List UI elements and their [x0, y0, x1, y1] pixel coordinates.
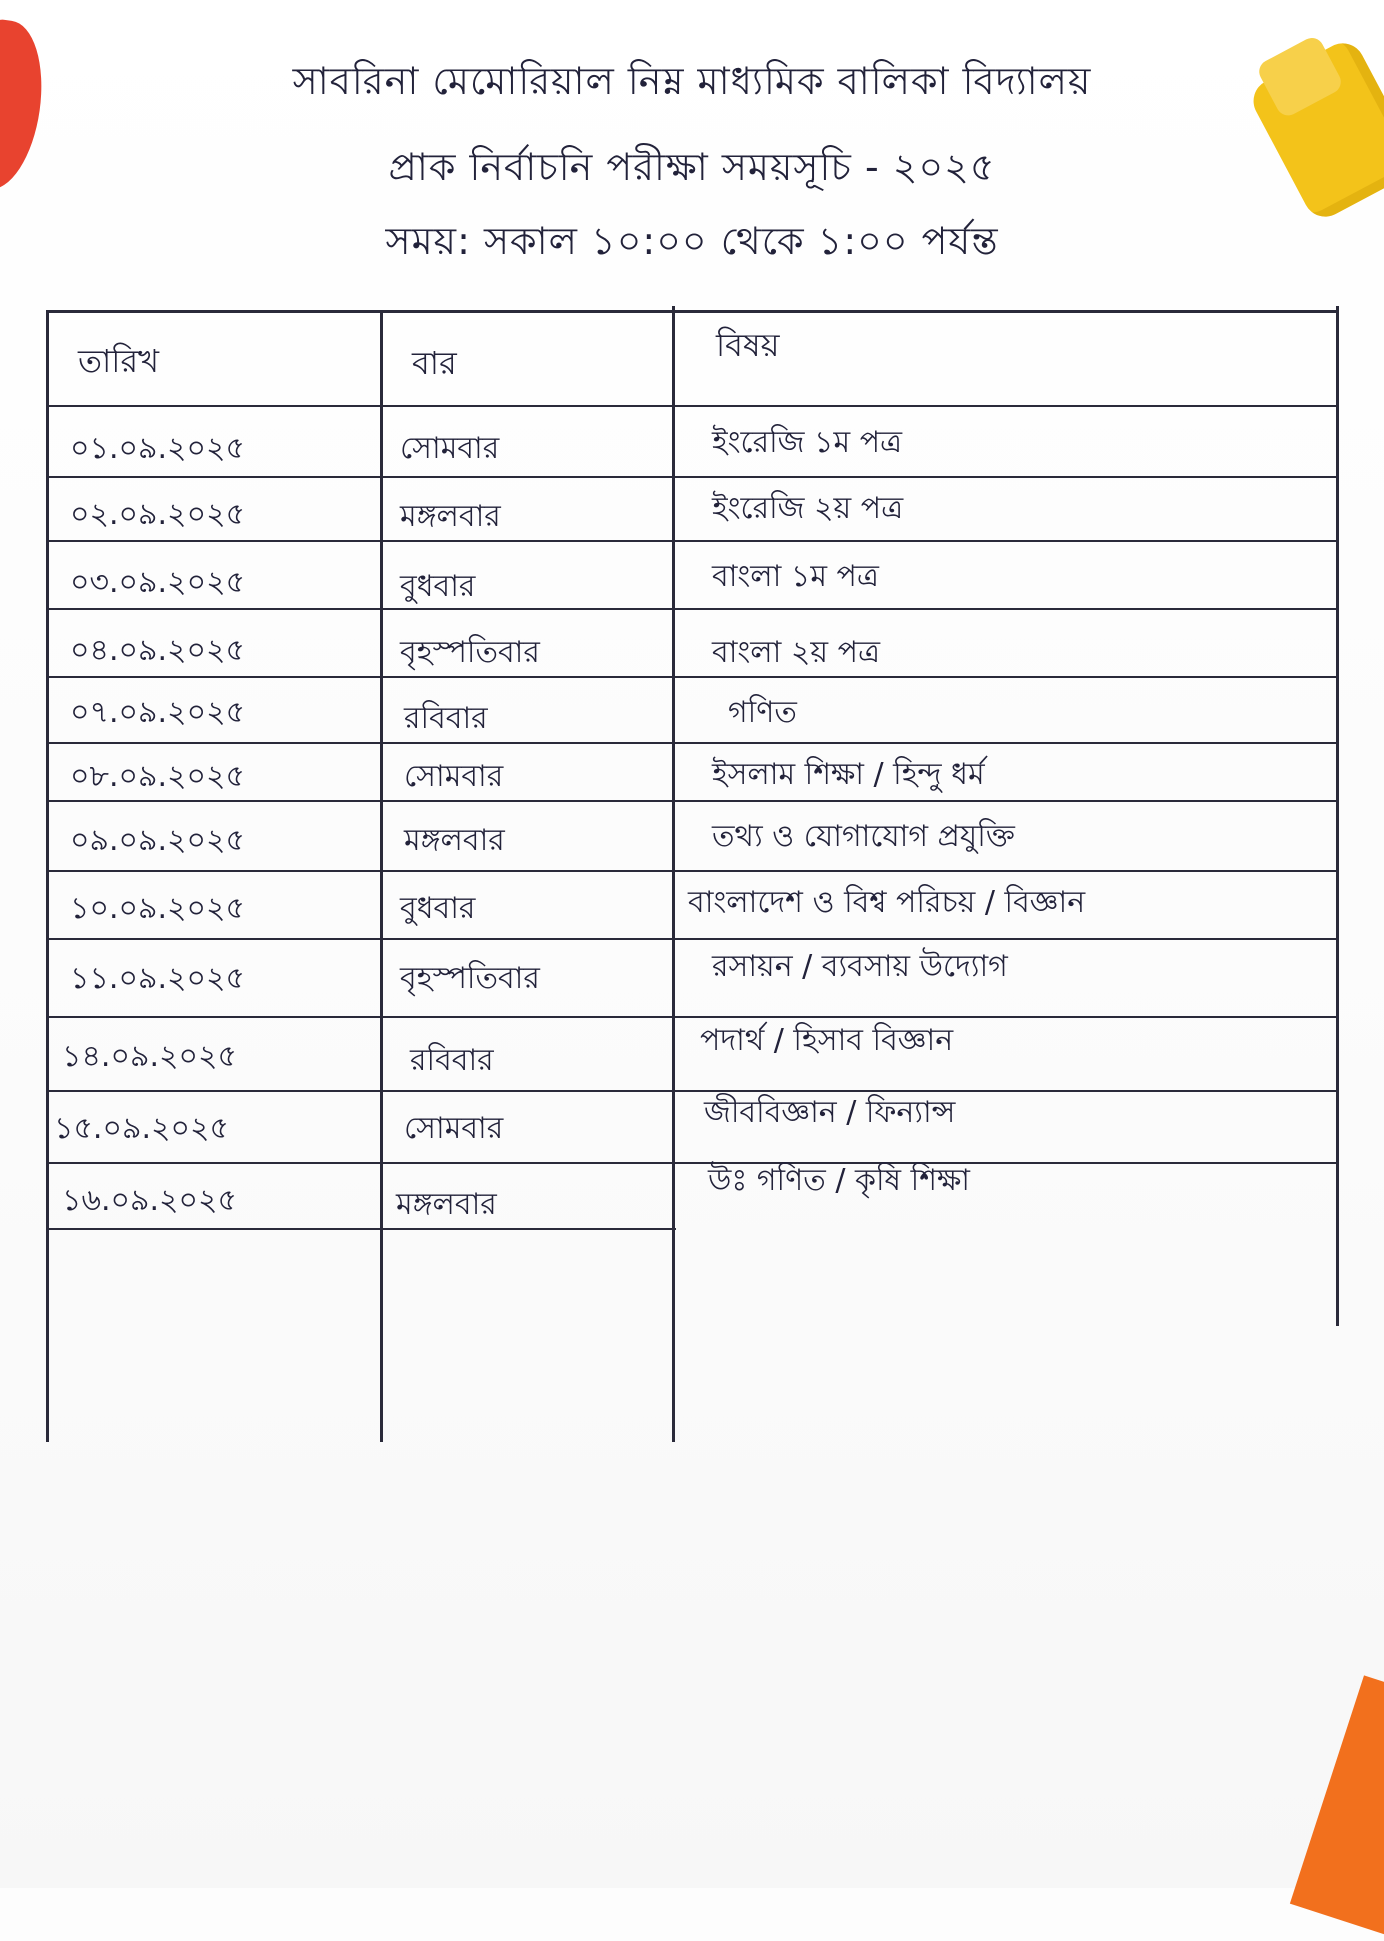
row-separator [46, 1162, 1336, 1164]
row-date: ০৩.০৯.২০২৫ [70, 565, 246, 600]
row-day: মঙ্গলবার [404, 823, 505, 858]
row-date: ১১.০৯.২০২৫ [70, 961, 245, 996]
row-date: ১৫.০৯.২০২৫ [54, 1111, 229, 1146]
row-separator [46, 1090, 1336, 1092]
row-day: বুধবার [400, 569, 476, 604]
row-separator [46, 476, 1336, 478]
row-day: বৃহস্পতিবার [400, 961, 540, 996]
row-day: সোমবার [404, 1111, 504, 1146]
row-date: ০৮.০৯.২০২৫ [70, 759, 246, 794]
row-day: বৃহস্পতিবার [400, 635, 540, 670]
exam-time: সময়: সকাল ১০:০০ থেকে ১:০০ পর্যন্ত [385, 219, 999, 263]
row-date: ১৬.০৯.২০২৫ [62, 1183, 238, 1218]
row-date: ০১.০৯.২০২৫ [70, 431, 246, 466]
row-day: সোমবার [400, 431, 500, 466]
row-subject: গণিত [728, 695, 797, 730]
row-separator [46, 870, 1336, 872]
row-date: ০৭.০৯.২০২৫ [70, 695, 246, 730]
column-header-day: বার [412, 344, 457, 382]
row-subject: ইংরেজি ১ম পত্র [712, 425, 903, 460]
row-day: রবিবার [404, 701, 488, 736]
row-subject: পদার্থ / হিসাব বিজ্ঞান [700, 1023, 954, 1058]
row-day: রবিবার [410, 1043, 494, 1078]
table-left-border [46, 312, 49, 1442]
row-date: ০২.০৯.২০২৫ [70, 497, 246, 532]
exam-title: প্রাক নির্বাচনি পরীক্ষা সময়সূচি - ২০২৫ [388, 145, 996, 189]
row-subject: ইংরেজি ২য় পত্র [712, 491, 904, 526]
row-day: মঙ্গলবার [400, 499, 501, 534]
row-subject: তথ্য ও যোগাযোগ প্রযুক্তি [712, 819, 1015, 854]
row-date: ০৯.০৯.২০২৫ [70, 823, 246, 858]
row-date: ১৪.০৯.২০২৫ [62, 1039, 237, 1074]
row-date: ১০.০৯.২০২৫ [70, 891, 246, 926]
column-header-subject: বিষয় [716, 326, 780, 364]
row-day: মঙ্গলবার [396, 1187, 497, 1222]
row-separator [46, 742, 1336, 744]
row-subject: বাংলা ২য় পত্র [712, 635, 881, 670]
row-day: সোমবার [404, 759, 504, 794]
row-subject: ইসলাম শিক্ষা / হিন্দু ধর্ম [712, 757, 985, 792]
table-divider-1 [380, 312, 383, 1442]
row-day: বুধবার [400, 891, 476, 926]
row-date: ০৪.০৯.২০২৫ [70, 633, 246, 668]
row-separator [46, 1016, 1336, 1018]
header-separator [46, 405, 1336, 407]
row-separator [46, 1228, 676, 1230]
row-subject: বাংলাদেশ ও বিশ্ব পরিচয় / বিজ্ঞান [688, 885, 1086, 920]
row-subject: উঃ গণিত / কৃষি শিক্ষা [708, 1163, 970, 1198]
row-subject: বাংলা ১ম পত্র [712, 559, 879, 594]
school-name: সাবরিনা মেমোরিয়াল নিম্ন মাধ্যমিক বালিকা বিদ্যালয় [292, 59, 1092, 103]
orange-object-decoration [1290, 1675, 1384, 1940]
row-separator [46, 938, 1336, 940]
table-right-border [1336, 306, 1339, 1326]
column-header-date: তারিখ [78, 342, 160, 380]
row-subject: জীববিজ্ঞান / ফিন্যান্স [704, 1095, 956, 1130]
table-top-border [46, 310, 1336, 313]
row-subject: রসায়ন / ব্যবসায় উদ্যোগ [712, 949, 1008, 984]
